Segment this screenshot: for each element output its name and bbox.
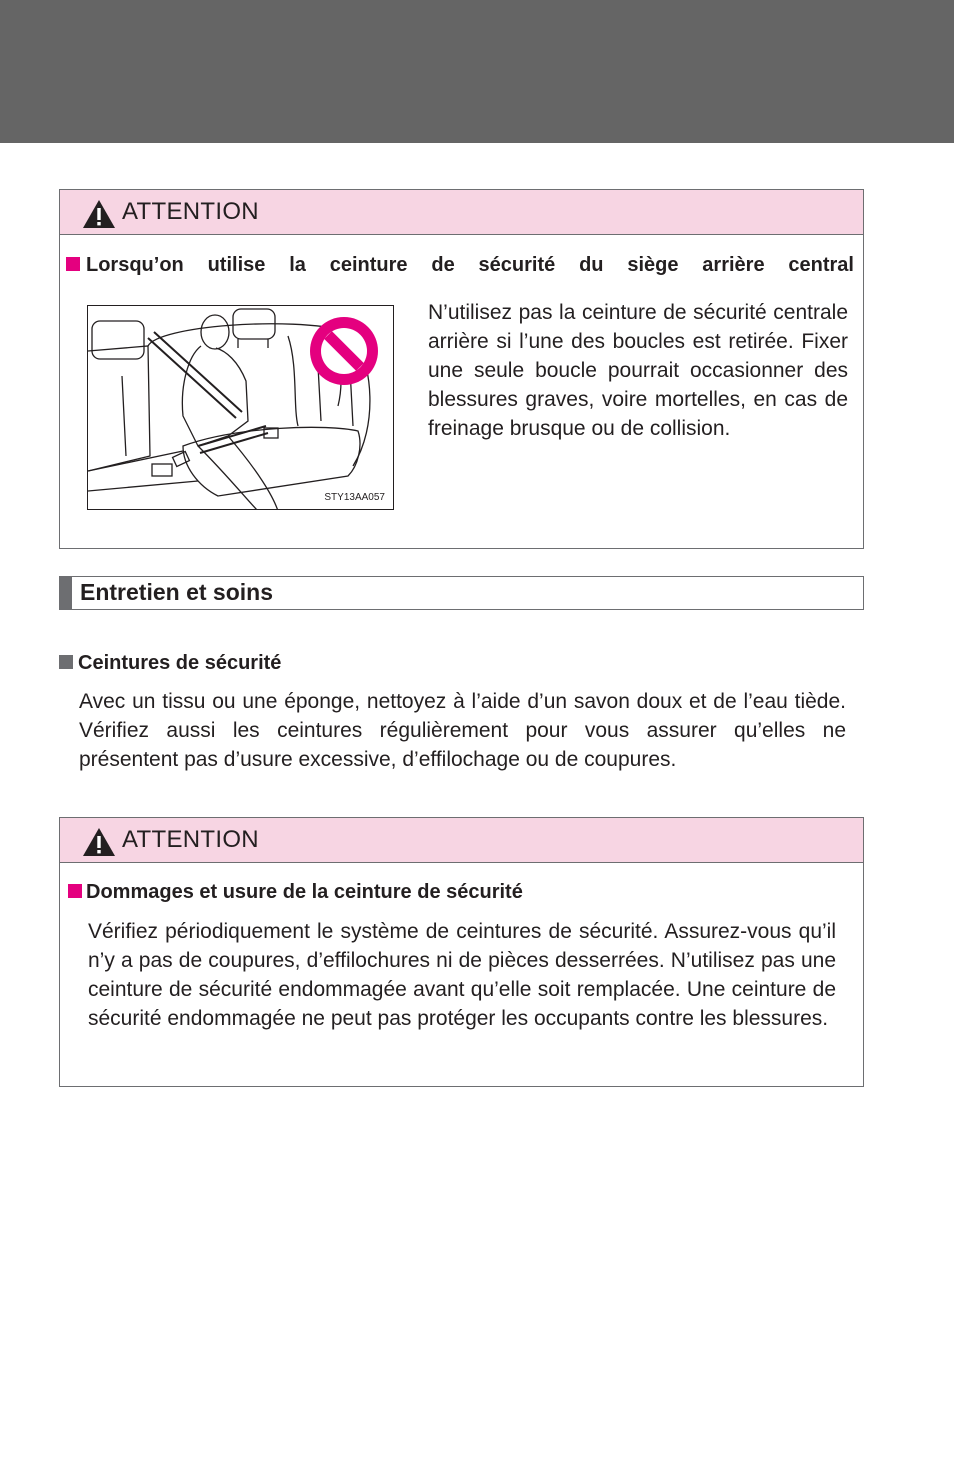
attention-subhead: Dommages et usure de la ceinture de sécurité bbox=[68, 881, 523, 904]
section-title: Entretien et soins bbox=[80, 579, 273, 605]
page-header-bar bbox=[0, 0, 954, 143]
belts-subhead: Ceintures de sécurité bbox=[59, 652, 281, 675]
attention-header bbox=[60, 818, 863, 863]
attention-box-central-belt bbox=[59, 189, 864, 549]
attention-body: N’utilisez pas la ceinture de sécurité centrale arrière si l’une des boucles est retirée. Fixer une seule boucle pourrait occasionner des blessures graves, voire mortelles, en cas de freinage brusque ou de collision. bbox=[428, 301, 848, 440]
section-accent bbox=[60, 577, 72, 609]
warning-triangle-icon bbox=[82, 827, 116, 857]
attention-body: Vérifiez périodiquement le système de ceintures de sécurité. Assurez-vous qu’il n’y a pas de coupures, d’effilochures ni de pièces desserrées. N’utilisez pas une ceinture de sécurité endommagée avant qu’elle soit remplacée. Une ceinture de sécurité endommagée ne peut pas protéger les occupants contre les blessures. bbox=[88, 920, 836, 1030]
attention-label: ATTENTION bbox=[122, 826, 259, 853]
prohibition-icon bbox=[310, 317, 378, 385]
figure-code: STY13AA057 bbox=[324, 492, 385, 503]
pink-bullet-icon bbox=[66, 257, 80, 271]
attention-subhead: Lorsqu’on utilise la ceinture de sécurité du siège arrière central bbox=[66, 254, 854, 277]
attention-box-belt-damage bbox=[59, 817, 864, 1087]
rear-seat-drawing bbox=[88, 306, 394, 510]
seatbelt-illustration bbox=[87, 305, 394, 510]
pink-bullet-icon bbox=[68, 884, 82, 898]
warning-triangle-icon bbox=[82, 199, 116, 229]
belts-body: Avec un tissu ou une éponge, nettoyez à l’aide d’un savon doux et de l’eau tiède. Vérifiez aussi les ceintures régulièrement pour vous assurer qu’elles ne présentent pas d’usure excessive, d’effilochage ou de coupures. bbox=[79, 690, 846, 771]
gray-bullet-icon bbox=[59, 655, 73, 669]
attention-header bbox=[60, 190, 863, 235]
attention-label: ATTENTION bbox=[122, 198, 259, 225]
section-header bbox=[59, 576, 864, 610]
